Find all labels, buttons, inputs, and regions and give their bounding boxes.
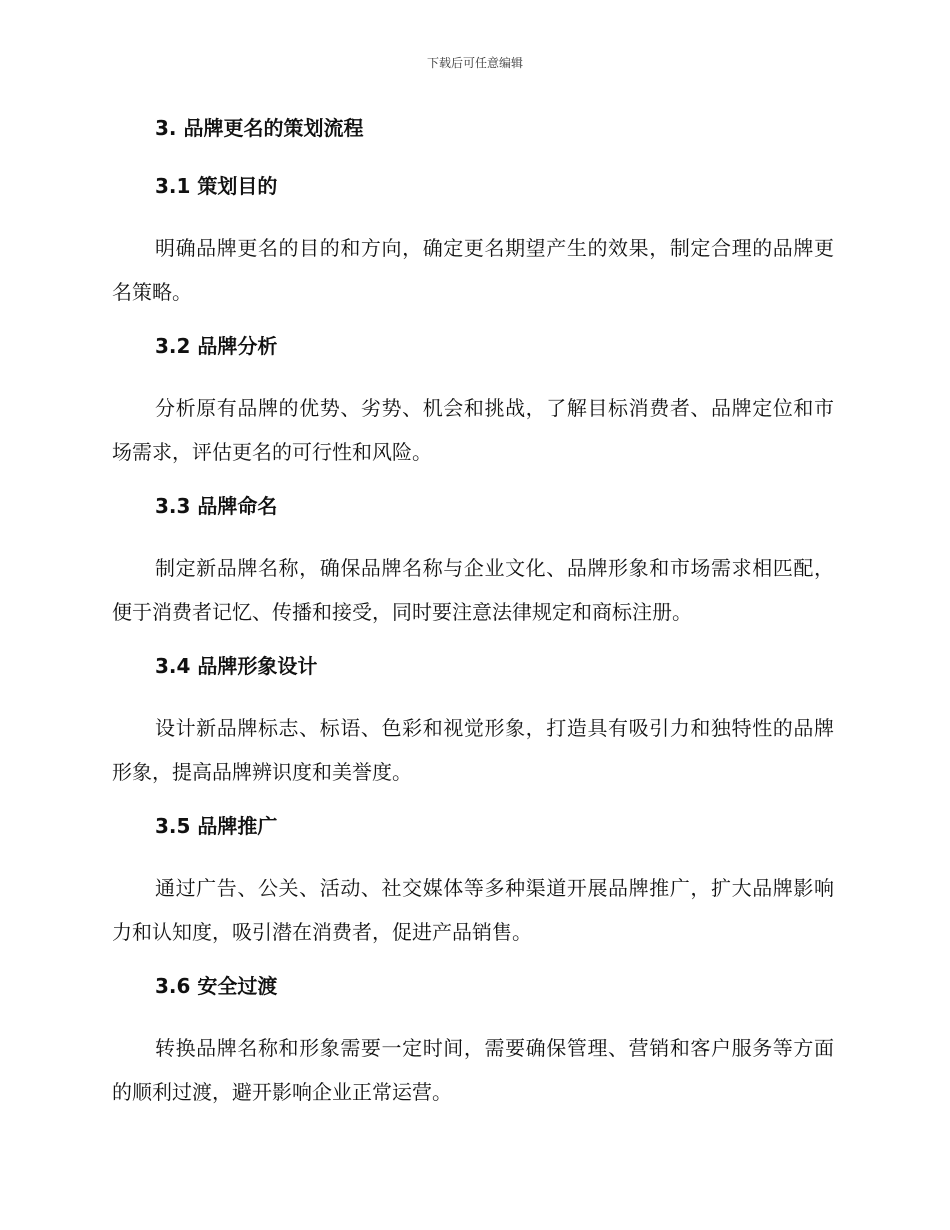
section-heading-3-3: 3.3 品牌命名 <box>155 494 278 518</box>
section-heading-3-1: 3.1 策划目的 <box>155 174 278 198</box>
section-heading-3-5: 3.5 品牌推广 <box>155 814 278 838</box>
section-text-3-6: 转换品牌名称和形象需要一定时间，需要确保管理、营销和客户服务等方面的顺利过渡，避开影响企业正常运营。 <box>112 1036 834 1104</box>
section-heading-3-4: 3.4 品牌形象设计 <box>155 654 318 678</box>
section-heading-3-6: 3.6 安全过渡 <box>155 974 278 998</box>
main-heading: 3. 品牌更名的策划流程 <box>155 116 364 140</box>
section-text-3-1: 明确品牌更名的目的和方向，确定更名期望产生的效果，制定合理的品牌更名策略。 <box>112 236 834 304</box>
section-text-3-4: 设计新品牌标志、标语、色彩和视觉形象，打造具有吸引力和独特性的品牌形象，提高品牌辨识度和美誉度。 <box>112 716 834 784</box>
page-header-watermark: 下载后可任意编辑 <box>426 56 523 70</box>
document-body <box>112 110 834 1128</box>
section-text-3-5: 通过广告、公关、活动、社交媒体等多种渠道开展品牌推广，扩大品牌影响力和认知度，吸引潜在消费者，促进产品销售。 <box>112 876 834 944</box>
section-text-3-3: 制定新品牌名称，确保品牌名称与企业文化、品牌形象和市场需求相匹配，便于消费者记忆、传播和接受，同时要注意法律规定和商标注册。 <box>112 556 834 624</box>
section-text-3-2: 分析原有品牌的优势、劣势、机会和挑战，了解目标消费者、品牌定位和市场需求，评估更名的可行性和风险。 <box>112 396 834 464</box>
section-heading-3-2: 3.2 品牌分析 <box>155 334 278 358</box>
